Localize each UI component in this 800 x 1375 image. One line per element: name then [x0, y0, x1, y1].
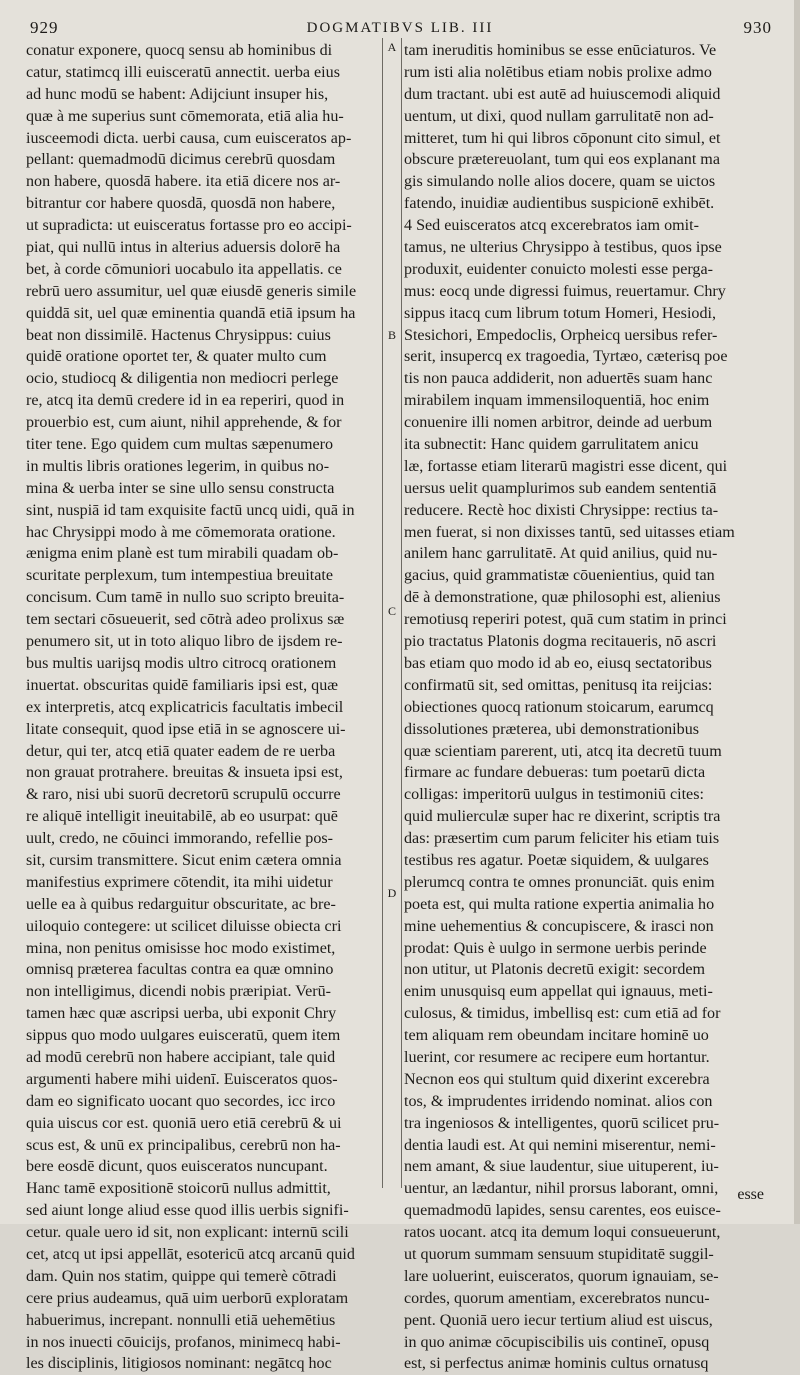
text-line-right: tis non pauca addiderit, non aduertēs suam hanc [404, 370, 713, 388]
text-line-right: Stesichori, Empedoclis, Orpheicq uersibus refer- [404, 326, 718, 344]
text-line-left: conatur exponere, quocq sensu ab hominibus di [26, 42, 333, 59]
text-line-right: tem aliquam rem obeundam incitare hominē uo [404, 1027, 709, 1045]
text-line-left: bus multis uarijsq modis ultro citrocq orationem [26, 654, 337, 672]
text-line-left: mina, non penitus omisisse hoc modo existimet, [26, 939, 336, 957]
text-line-right: ratos uocant. atcq ita demum loqui consueuerunt, [404, 1224, 721, 1242]
text-line-left: catur, statimcq illi euisceratū annectit. uerba eius [26, 63, 340, 81]
text-line-left: mina & uerba inter se sine ullo sensu constructa [26, 479, 335, 497]
text-line-right: quid mulierculæ super hac re dixerint, scriptis tra [404, 808, 721, 826]
text-line-left: uelle ea à quibus redarguitur obscuritate, ac bre- [26, 895, 336, 913]
text-line-left: bitrantur cor habere quosdā, quosdā non habere, [26, 195, 336, 213]
text-line-left: dam. Quin nos statim, quippe qui temerè cōtradi [26, 1267, 337, 1285]
text-line-left: non grauat protrahere. breuitas & insueta ipsi est, [26, 764, 343, 782]
text-line-right: remotiusq reperiri potest, quā cum statim in princi [404, 611, 727, 629]
text-line-right: dissolutiones præterea, ubi demonstrationibus [404, 720, 700, 738]
text-line-right: mine uehementius & concupiscere, & irasci non [404, 917, 714, 935]
text-line-left: inuertat. obscuritas quidē familiaris ipsi est, quæ [26, 676, 338, 694]
text-line-left: uiloquio contegere: ut scilicet diluisse obiecta cri [26, 917, 342, 935]
text-line-right: pent. Quoniā uero iecur tertium aliud est uiscus, [404, 1311, 713, 1329]
text-line-right: poeta est, qui multa ratione expertia animalia ho [404, 895, 715, 913]
text-line-left: quidē oratione oportet ter, & quater multo cum [26, 348, 327, 366]
text-line-left: pellant: quemadmodū dicimus cerebrū quosdam [26, 151, 336, 169]
text-line-left: tamen hæc quæ ascripsi uerba, ubi exponit Chry [26, 1005, 337, 1023]
text-line-left: re aliquē intelligit ineuitabilē, ab eo usurpat: quē [26, 808, 338, 826]
text-line-left: scuritate perplexum, tum intempestiua breuitate [26, 567, 334, 585]
text-line-left: ad hunc modū se habent: Adijciunt insuper his, [26, 85, 329, 103]
text-line-left: hac Chrysippi modo à me cōmemorata oratione. [26, 523, 336, 541]
center-gutter [380, 38, 404, 1188]
text-line-left: prouerbio est, cum aiunt, nihil apprehende, & for [26, 414, 342, 432]
text-line-left: habuerimus, increpant. nonnulli etiā uehemētius [26, 1311, 336, 1329]
text-line-right: uentum, ut dixi, quod nullam garrulitatē non ad- [404, 107, 714, 125]
left-column [26, 40, 386, 1375]
column-rule [382, 38, 383, 1188]
text-line-right: obscure prætereuolant, tum qui eos explanant ma [404, 151, 720, 169]
text-line-right: testibus res agatur. Poetæ siquidem, & uulgares [404, 851, 709, 869]
text-line-right: mitteret, tum hi qui libros cōponunt cito simul, et [404, 129, 721, 147]
text-line-right: serit, insupercq ex tragoedia, Tyrtæo, cæterisq poe [404, 348, 728, 366]
text-line-left: ut supradicta: ut euisceratus fortasse pro eo accipi- [26, 217, 352, 235]
text-line-left: tem sectari cōsueuerit, sed cōtrà adeo prolixus sæ [26, 611, 345, 629]
text-line-right: gacius, quid grammatistæ cōuenientius, quid tan [404, 567, 715, 585]
text-line-left: non intelligimus, dicendi nobis præripiat. Verū- [26, 983, 332, 1001]
text-line-left: piat, qui nullū intus in alterius aduersis dolorē ha [26, 239, 341, 257]
text-line-right: in quo animæ cōcupiscibilis uis contineī, opusq [404, 1333, 710, 1351]
text-line-right: dum tractant. ubi est autē ad huiuscemodi aliquid [404, 85, 721, 103]
text-line-right: tam ineruditis hominibus se esse enūciaturos. Ve [404, 42, 717, 59]
text-line-right: fatendo, inuidiæ audientibus suspicionē exhibēt. [404, 195, 715, 213]
text-line-left: cetur. quale uero id sit, non explicant: internū scili [26, 1224, 349, 1242]
text-line-left: sit, cursim transmittere. Sicut enim cætera omnia [26, 851, 342, 869]
text-line-left: manifestius exprimere cōtendit, ita mihi uidetur [26, 873, 333, 891]
text-line-left: titer tene. Ego quidem cum multas sæpenumero [26, 436, 334, 454]
text-line-right: reducere. Rectè hoc dixisti Chrysippe: rectius ta- [404, 501, 719, 519]
text-line-left: quia uiscus cor est. quoniā uero etiā cerebrū & ui [26, 1114, 342, 1132]
text-line-right: non utitur, ut Platonis decretū exigit: secordem [404, 961, 706, 979]
text-line-right: lare uoluerint, euisceratos, quorum ignauiam, se- [404, 1267, 719, 1285]
text-line-right: luerint, cor resumere ac recipere eum hortantur. [404, 1048, 710, 1066]
column-rule [401, 38, 402, 1188]
text-line-right: læ, fortasse etiam literarū magistri esse dicent, qui [404, 457, 728, 475]
text-line-left: scus est, & unū ex principalibus, cerebrū non ha- [26, 1136, 341, 1154]
text-line-left: sint, nuspiā id tam exquisite factū uncq uidi, quā in [26, 501, 355, 519]
catchword: esse [737, 1186, 764, 1203]
text-line-left: in nos inuecti cōuicijs, profanos, minimecq habi- [26, 1333, 341, 1351]
margin-marker-b: B [387, 328, 396, 342]
text-line-right: nem amant, & siue laudentur, siue uituperent, iu- [404, 1158, 719, 1176]
text-line-right: men fuerat, si non dixisses tantū, sed uitasses etiam [404, 523, 735, 541]
text-line-right: quæ scientiam parerent, uti, atcq ita decretū tuum [404, 742, 722, 760]
text-line-right: sippus itacq cum librum totum Homeri, Hesiodi, [404, 304, 717, 322]
text-line-left: cere prius audeamus, quā uim uerborū exploratam [26, 1289, 349, 1307]
text-line-right: mirabilem inquam immensiloquentiā, hoc enim [404, 392, 710, 410]
text-line-right: anilem hanc garrulitatē. At quid anilius, quid nu- [404, 545, 718, 563]
page-number-right: 930 [743, 18, 772, 37]
text-line-left: cet, atcq ut ipsi appellāt, esotericū atcq arcanū quid [26, 1245, 355, 1263]
margin-marker-a: A [387, 40, 397, 54]
page-edge [794, 0, 800, 1224]
text-line-left: ad modū cerebrū non habere accipiant, tale quid [26, 1048, 336, 1066]
text-line-left: dam eo significato uocant quo secordes, icc irco [26, 1092, 336, 1110]
text-line-left: sippus quo modo uulgares euisceratū, quem item [26, 1027, 341, 1045]
text-line-right: plerumcq contra te omnes pronunciāt. quis enim [404, 873, 715, 891]
text-line-right: gis simulando nolle alios docere, quam se uictos [404, 173, 716, 191]
text-line-right: confirmatū sit, sed omittas, penitusq ita reijcias: [404, 676, 713, 694]
text-line-right: culosus, & timidus, imbellisq est: cum etiā ad for [404, 1005, 721, 1023]
text-line-right: bas etiam quo modo id ab eo, eiusq sectatoribus [404, 654, 712, 672]
text-line-left: ex interpretis, atcq explicatricis facultatis imbecil [26, 698, 344, 716]
text-line-left: beat non dissimilē. Hactenus Chrysippus: cuius [26, 326, 331, 344]
text-line-right: ut quorum summam sensuum stupiditatē suggil- [404, 1245, 714, 1263]
running-title: DOGMATIBVS LIB. III [306, 20, 494, 36]
text-line-right: dē à demonstratione, quæ philosophi est, alienius [404, 589, 721, 607]
text-line-left: ænigma enim planè est tum mirabili quadam ob- [26, 545, 339, 563]
text-line-right: tra ingeniosos & intelligentes, quorū scilicet pru- [404, 1114, 720, 1132]
text-line-left: bet, à corde cōmuniori uocabulo ita appellatis. ce [26, 260, 342, 278]
text-line-right: uentur, an lædantur, nihil prorsus laborant, omni, [404, 1180, 719, 1198]
text-line-left: bere eosdē dicunt, quos euisceratos nuncupant. [26, 1158, 328, 1176]
text-line-right: quemadmodū lapides, sensu carentes, eos euisce- [404, 1202, 721, 1220]
text-line-right: cordes, quorum amentiam, excerebratos nuncu- [404, 1289, 710, 1307]
text-line-left: penumero sit, ut in toto aliquo libro de ijsdem re- [26, 633, 343, 651]
text-line-right: rum isti alia nolētibus etiam nobis prolixe admo [404, 63, 712, 81]
text-line-left: Hanc tamē expositionē stoicorū nullus admittit, [26, 1180, 331, 1198]
text-line-right: ita subnectit: Hanc quidem garrulitatem anicu [404, 436, 699, 454]
text-line-left: les disciplinis, litigiosos nominant: negātcq hoc [26, 1355, 332, 1373]
page-number-left: 929 [30, 18, 59, 37]
text-line-left: sed aiunt longe aliud esse quod illis uerbis signifi- [26, 1202, 349, 1220]
text-line-right: pio tractatus Platonis dogma recitaueris, nō ascri [404, 633, 717, 651]
text-line-right: mus: eocq unde digressi fuimus, reuertamur. Chry [404, 282, 726, 300]
text-line-left: quæ à me superius sunt cōmemorata, etiā alia hu- [26, 107, 344, 125]
text-line-left: & raro, nisi ubi suorū decretorū scrupulū occurre [26, 786, 341, 804]
text-line-right: Necnon eos qui stultum quid dixerint excerebra [404, 1070, 710, 1088]
text-line-left: in multis libris orationes legerim, in quibus no- [26, 457, 330, 475]
text-line-left: detur, qui ter, atcq etiā quater eadem de re uerba [26, 742, 336, 760]
text-line-right: enim unusquisq eum appellat qui ignauus, meti- [404, 983, 713, 1001]
text-line-right: tos, & imprudentes irridendo nominat. alios con [404, 1092, 713, 1110]
right-column [404, 40, 772, 1375]
margin-marker-c: C [387, 604, 396, 618]
text-line-right: 4 Sed euisceratos atcq excerebratos iam omit- [404, 217, 699, 235]
text-line-right: conuenire illi nomen arbitror, deinde ad uerbum [404, 414, 713, 432]
text-line-left: omnisq præterea facultas contra ea quæ omnino [26, 961, 334, 979]
margin-marker-d: D [387, 886, 397, 900]
text-line-right: das: præsertim cum parum feliciter his etiam tuis [404, 830, 720, 848]
text-line-right: colligas: imperitorū uulgus in testimoniū cites: [404, 786, 704, 804]
text-line-right: dentia laudi est. At qui nemini miserentur, nemi- [404, 1136, 716, 1154]
text-line-right: prodat: Quis è uulgo in sermone uerbis perinde [404, 939, 707, 957]
text-line-right: uersus uelit quamplurimos sub eandem sententiā [404, 479, 717, 497]
text-line-right: obiectiones quocq rationum stoicarum, earumcq [404, 698, 714, 716]
text-line-left: quiddā sit, uel quæ eminentia quandā etiā ipsum ha [26, 304, 356, 322]
text-line-left: ocio, studiocq & diligentia non mediocri perlege [26, 370, 339, 388]
text-line-right: produxit, euidenter conuicto molesti esse perga- [404, 260, 713, 278]
text-line-left: concisum. Cum tamē in nullo suo scripto breuita- [26, 589, 345, 607]
text-line-left: rebrū uero assumitur, uel quæ eiusdē generis simile [26, 282, 357, 300]
text-line-right: tamus, ne ulterius Chrysippo à testibus, quos ipse [404, 239, 722, 257]
text-line-left: litate consequit, quod ipse etiā in se agnoscere ui- [26, 720, 346, 738]
text-line-right: firmare ac fundare debueras: tum poetarū dicta [404, 764, 706, 782]
text-line-left: uult, credo, ne cōuinci immorando, refellie pos- [26, 830, 334, 848]
text-line-left: argumenti habere mihi uidenī. Euisceratos quos- [26, 1070, 338, 1088]
text-line-left: non habere, quosdā habere. ita etiā dicere nos ar- [26, 173, 341, 191]
text-line-left: iusceemodi dicta. uerbi causa, cum euisceratos ap- [26, 129, 352, 147]
text-line-left: re, atcq ita demū credere id in ea reperiri, quod in [26, 392, 345, 410]
text-line-right: est, si perfectus animæ hominis cultus ornatusq [404, 1355, 709, 1373]
